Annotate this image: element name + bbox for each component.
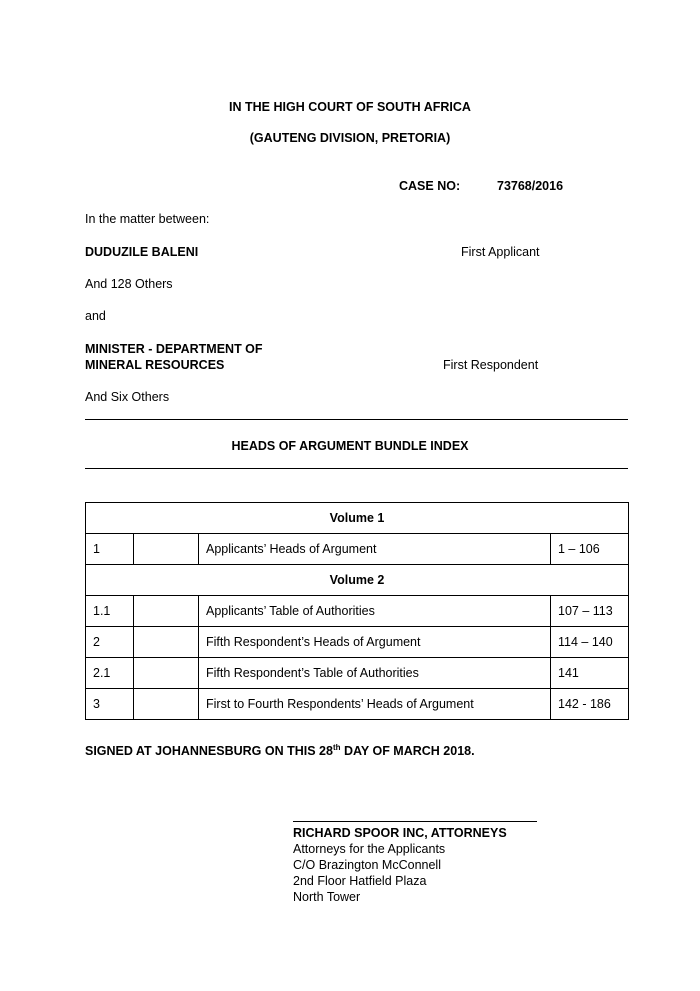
signature-line	[293, 821, 537, 822]
bundle-index-table	[85, 502, 629, 720]
item-description: First to Fourth Respondents’ Heads of Argument	[199, 689, 551, 720]
item-pages: 142 - 186	[551, 689, 629, 720]
table-row	[86, 627, 629, 658]
volume-heading-row	[86, 503, 629, 534]
item-blank-cell	[134, 627, 199, 658]
applicant-others: And 128 Others	[85, 277, 173, 291]
item-description: Fifth Respondent’s Heads of Argument	[199, 627, 551, 658]
item-number: 2.1	[86, 658, 134, 689]
index-title: HEADS OF ARGUMENT BUNDLE INDEX	[231, 439, 469, 453]
item-blank-cell	[134, 658, 199, 689]
case-number-label: CASE NO:	[399, 179, 461, 193]
table-row	[86, 534, 629, 565]
case-number: 73768/2016	[497, 179, 564, 193]
signed-prefix: SIGNED AT JOHANNESBURG ON THIS 28	[85, 744, 333, 759]
item-number: 1	[86, 534, 134, 565]
item-pages: 114 – 140	[551, 627, 629, 658]
item-pages: 1 – 106	[551, 534, 629, 565]
item-number: 3	[86, 689, 134, 720]
address-line-1: C/O Brazington McConnell	[293, 858, 441, 872]
item-number: 2	[86, 627, 134, 658]
signed-day-suffix: th	[332, 743, 341, 752]
respondent-name-line1: MINISTER - DEPARTMENT OF	[85, 342, 263, 356]
item-description: Fifth Respondent’s Table of Authorities	[199, 658, 551, 689]
item-pages: 107 – 113	[551, 596, 629, 627]
item-number: 1.1	[86, 596, 134, 627]
applicant-role: First Applicant	[461, 245, 540, 259]
respondent-others: And Six Others	[85, 390, 170, 404]
court-title: IN THE HIGH COURT OF SOUTH AFRICA	[229, 100, 471, 114]
respondent-name-line2: MINERAL RESOURCES	[85, 358, 225, 372]
signature-block	[293, 825, 507, 905]
respondent-role: First Respondent	[443, 358, 539, 372]
bottom-divider	[85, 468, 628, 469]
table-row	[86, 689, 629, 720]
court-division: (GAUTENG DIVISION, PRETORIA)	[249, 131, 451, 145]
volume-2-heading: Volume 2	[86, 565, 629, 596]
volume-heading-row	[86, 565, 629, 596]
table-row	[86, 596, 629, 627]
item-blank-cell	[134, 596, 199, 627]
firm-name: RICHARD SPOOR INC, ATTORNEYS	[293, 826, 507, 840]
item-blank-cell	[134, 534, 199, 565]
item-blank-cell	[134, 689, 199, 720]
address-line-3: North Tower	[293, 890, 361, 904]
item-description: Applicants’ Heads of Argument	[199, 534, 551, 565]
item-description: Applicants’ Table of Authorities	[199, 596, 551, 627]
table-row	[86, 658, 629, 689]
top-divider	[85, 419, 628, 420]
conjunction: and	[85, 309, 106, 323]
item-pages: 141	[551, 658, 629, 689]
signed-suffix: DAY OF MARCH 2018.	[340, 744, 475, 759]
firm-role: Attorneys for the Applicants	[293, 842, 446, 856]
address-line-2: 2nd Floor Hatfield Plaza	[293, 874, 427, 888]
applicant-name: DUDUZILE BALENI	[85, 245, 199, 259]
volume-1-heading: Volume 1	[86, 503, 629, 534]
signed-statement	[85, 743, 475, 758]
matter-intro: In the matter between:	[85, 212, 210, 226]
